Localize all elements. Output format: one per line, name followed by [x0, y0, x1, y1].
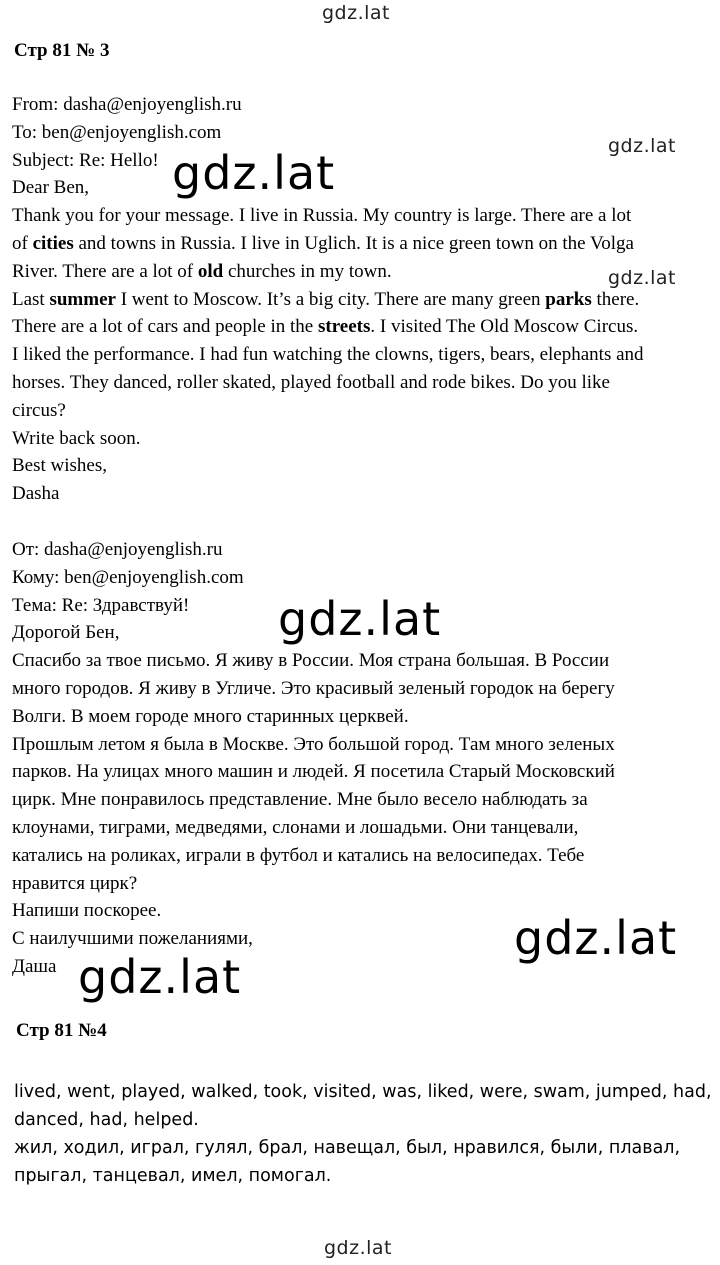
text: . I visited The Old Moscow Circus.	[370, 316, 639, 338]
text: churches in my town.	[223, 260, 392, 282]
highlight-word: cities	[32, 232, 74, 254]
letter-greeting: Dear Ben,	[12, 177, 90, 199]
task3-heading: Стр 81 № 3	[14, 40, 110, 61]
letter-to: Кому: ben@enjoyenglish.com	[12, 566, 244, 588]
answer-line-ru: прыгал, танцевал, имел, помогал.	[14, 1166, 332, 1186]
watermark-top: gdz.lat	[322, 2, 391, 24]
highlight-word: summer	[49, 288, 116, 310]
letter-to: To: ben@enjoyenglish.com	[12, 121, 222, 143]
letter-signature: Dasha	[12, 483, 60, 505]
letter-line	[12, 286, 717, 314]
letter-line: horses. They danced, roller skated, played football and rode bikes. Do you like	[12, 371, 610, 393]
watermark-big-3: gdz.lat	[514, 911, 678, 965]
letter-line: катались на роликах, играли в футбол и катались на велосипедах. Тебе	[12, 844, 585, 866]
letter-subject: Subject: Re: Hello!	[12, 149, 159, 171]
letter-line: Best wishes,	[12, 455, 107, 477]
letter-line	[12, 313, 717, 341]
text: I went to Moscow. It’s a big city. There are many green	[115, 288, 546, 310]
answer-line-en: lived, went, played, walked, took, visited, was, liked, were, swam, jumped, had,	[14, 1082, 712, 1102]
watermark-big-4: gdz.lat	[78, 950, 242, 1004]
letter-from: От: dasha@enjoyenglish.ru	[12, 539, 223, 560]
letter-line	[12, 258, 717, 286]
letter-line: Прошлым летом я была в Москве. Это большой город. Там много зеленых	[12, 733, 615, 755]
watermark-big-2: gdz.lat	[278, 592, 442, 646]
letter-line: клоунами, тиграми, медведями, слонами и лошадьми. Они танцевали,	[12, 816, 579, 838]
letter-line: С наилучшими пожеланиями,	[12, 928, 253, 950]
letter-line: цирк. Мне понравилось представление. Мне было весело наблюдать за	[12, 789, 588, 811]
watermark-right-2: gdz.lat	[608, 267, 677, 289]
letter-line	[12, 230, 717, 258]
letter-greeting: Дорогой Бен,	[12, 622, 120, 644]
letter-line: Волги. В моем городе много старинных церквей.	[12, 705, 409, 727]
letter-subject: Тема: Re: Здравствуй!	[12, 594, 190, 616]
highlight-word: parks	[545, 288, 592, 310]
watermark-big-1: gdz.lat	[172, 146, 336, 200]
letter-line: много городов. Я живу в Угличе. Это красивый зеленый городок на берегу	[12, 677, 615, 699]
text: There are a lot of cars and people in the	[12, 316, 318, 338]
highlight-word: streets	[317, 316, 371, 338]
letter-line: Thank you for your message. I live in Russia. My country is large. There are a lot	[12, 205, 632, 227]
letter-signature: Даша	[12, 955, 57, 977]
letter-from: From: dasha@enjoyenglish.ru	[12, 94, 242, 115]
watermark-bottom: gdz.lat	[324, 1237, 393, 1259]
task4-answers	[14, 1078, 719, 1190]
letter-line: circus?	[12, 399, 66, 421]
text: Last	[12, 288, 50, 310]
letter-line: нравится цирк?	[12, 872, 138, 894]
text: there.	[591, 288, 640, 310]
answer-line-en: danced, had, helped.	[14, 1110, 199, 1130]
letter-line: Спасибо за твое письмо. Я живу в России. Моя страна большая. В России	[12, 650, 610, 672]
text: of	[12, 232, 33, 254]
letter-line: Write back soon.	[12, 427, 141, 449]
answer-line-ru: жил, ходил, играл, гулял, брал, навещал, был, нравился, были, плавал,	[14, 1138, 681, 1158]
text: River. There are a lot of	[12, 260, 198, 282]
text: and towns in Russia. I live in Uglich. It is a nice green town on the Volga	[73, 232, 634, 254]
highlight-word: old	[197, 260, 224, 282]
watermark-right-1: gdz.lat	[608, 135, 677, 157]
letter-line: I liked the performance. I had fun watching the clowns, tigers, bears, elephants and	[12, 344, 644, 366]
letter-line: Напиши поскорее.	[12, 900, 162, 922]
english-letter	[12, 91, 717, 508]
task4-heading: Стр 81 №4	[16, 1020, 107, 1041]
letter-line: парков. На улицах много машин и людей. Я посетила Старый Московский	[12, 761, 615, 783]
